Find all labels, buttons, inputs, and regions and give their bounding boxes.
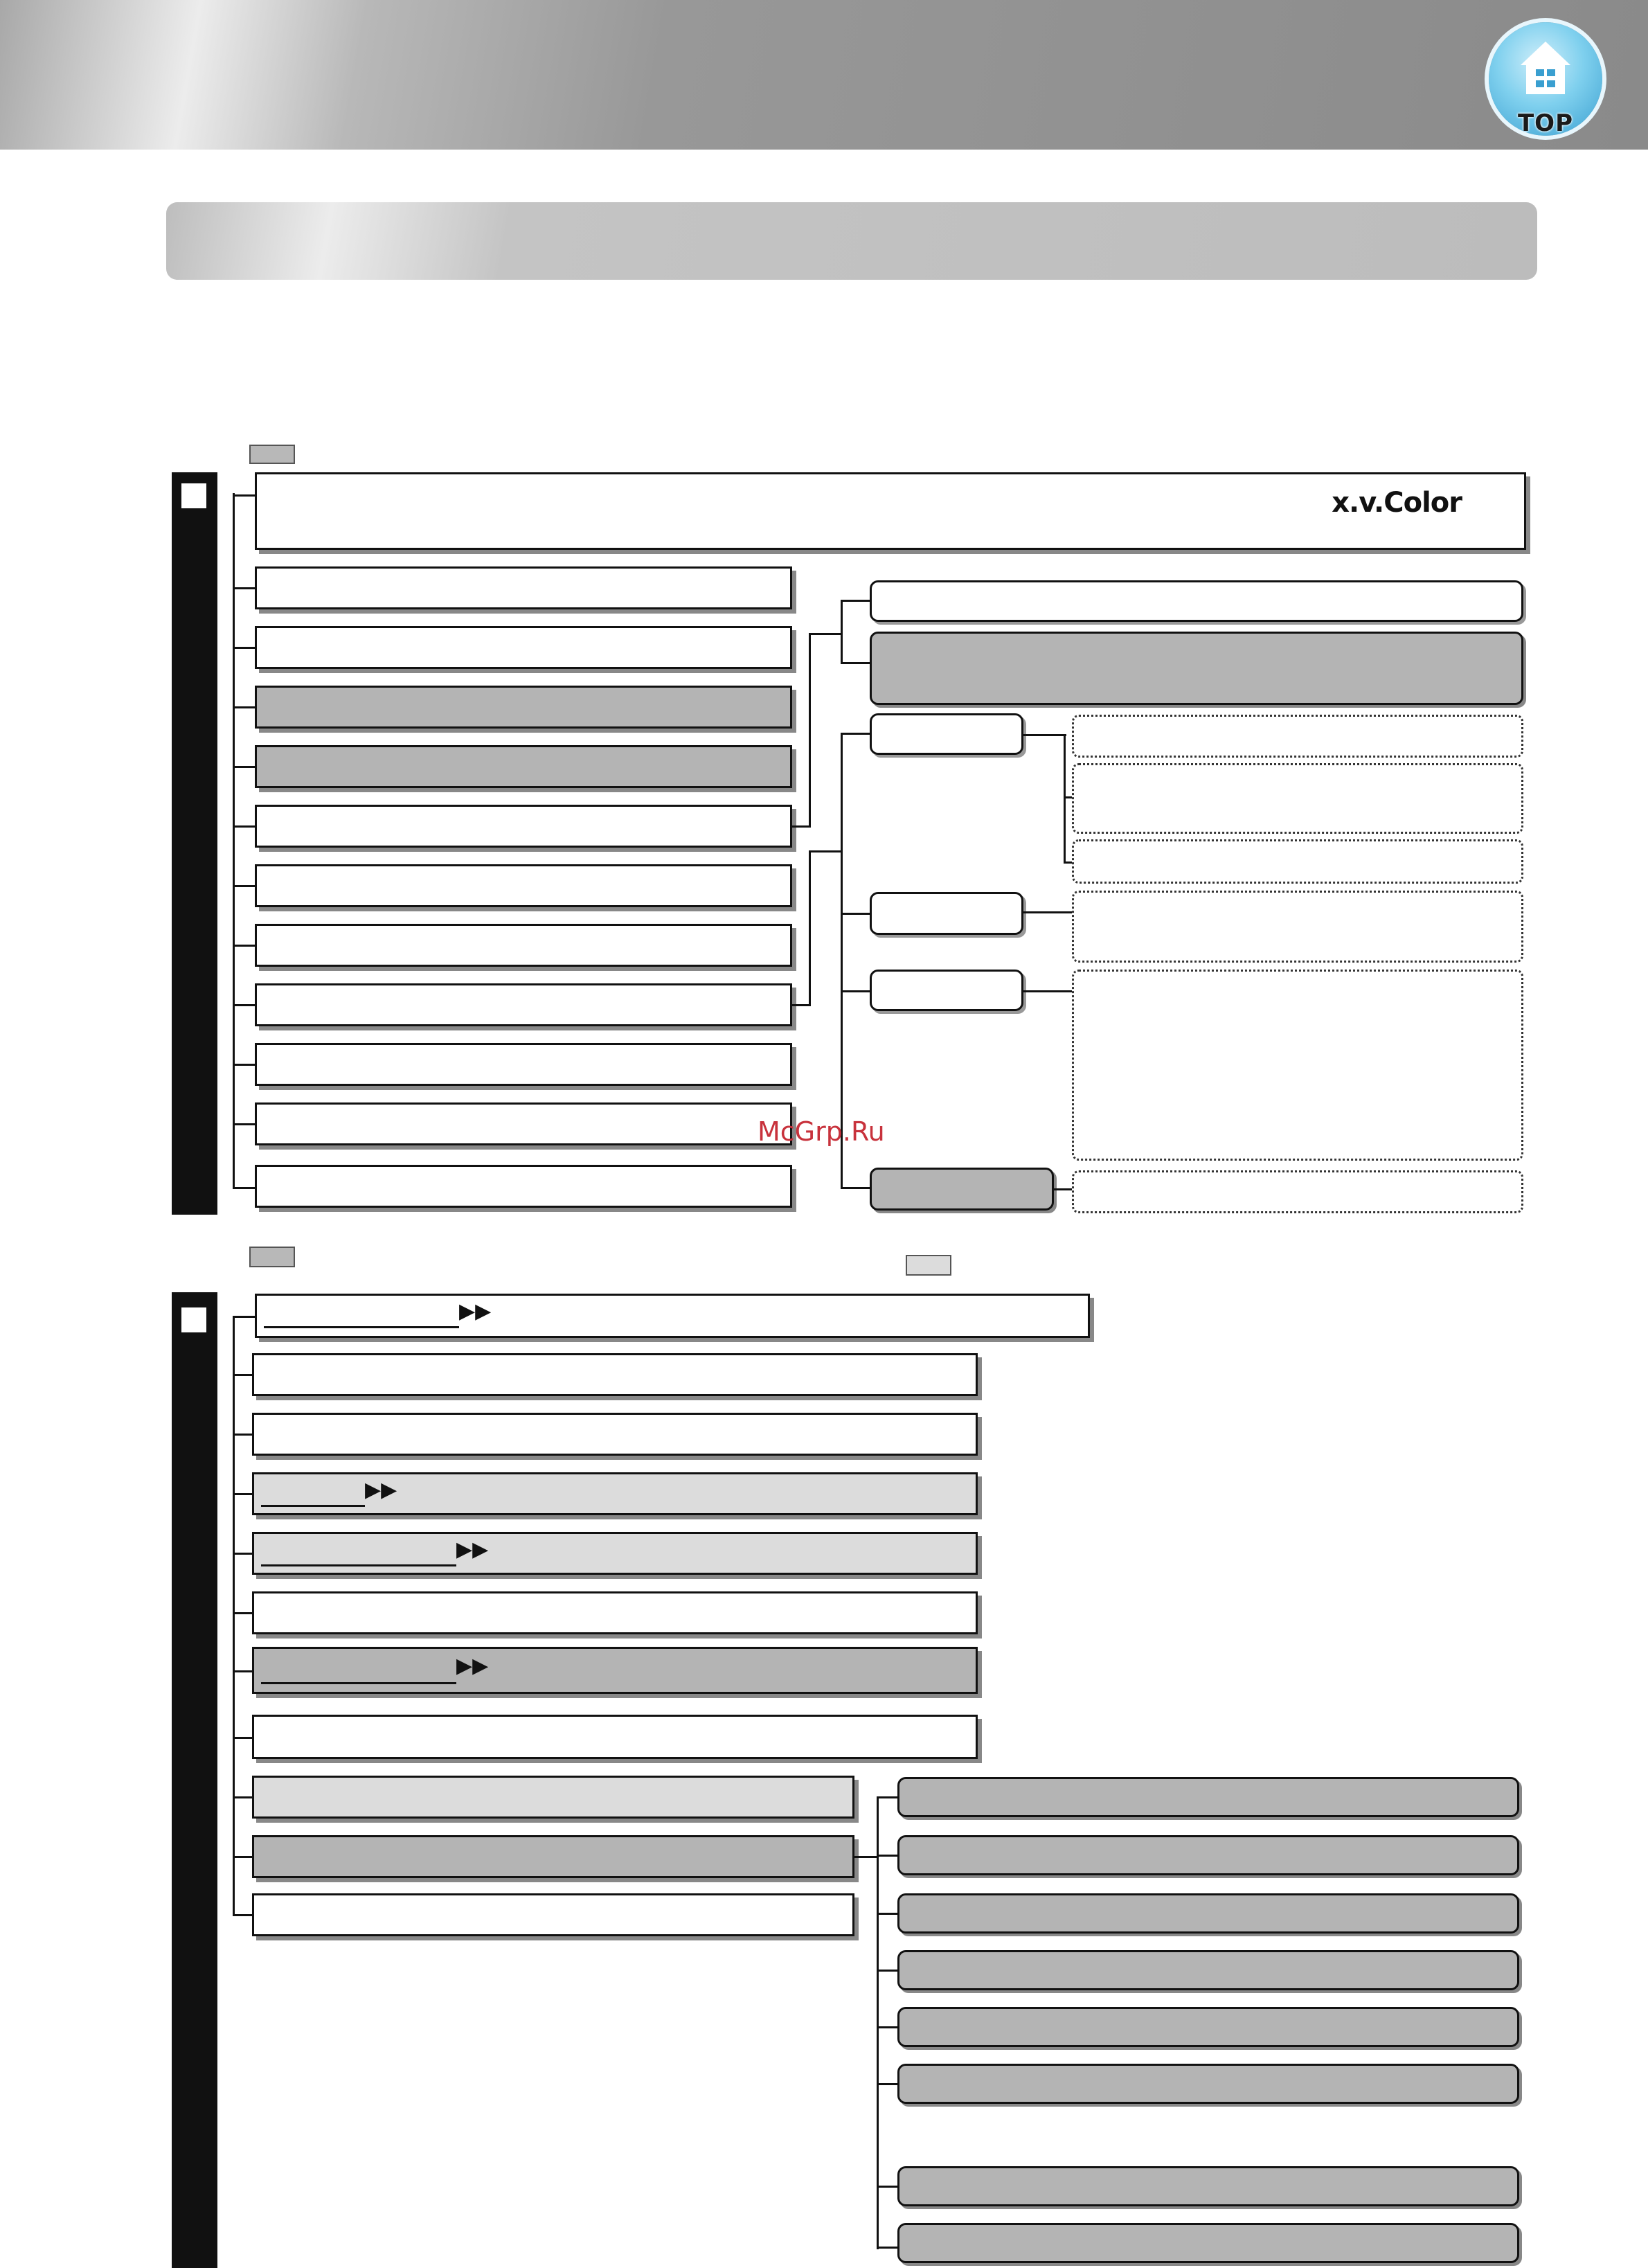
connector-line (792, 825, 810, 828)
tree-branch (233, 1064, 255, 1066)
home-icon-window (1547, 69, 1555, 76)
menu-item-link-highlighted[interactable] (252, 1647, 978, 1694)
connector-line (877, 1796, 897, 1798)
connector-line (809, 850, 842, 852)
link-underline (264, 1326, 459, 1328)
submenu-option[interactable] (897, 1893, 1519, 1934)
connector-line (1023, 911, 1072, 913)
menu-tab-marker (249, 1247, 295, 1267)
submenu-option[interactable] (870, 580, 1523, 622)
menu-item-link[interactable] (252, 1472, 978, 1515)
value-option[interactable] (1072, 839, 1523, 884)
connector-line (877, 2083, 897, 2085)
menu-side-square (181, 483, 206, 508)
submenu-option[interactable] (897, 1777, 1519, 1817)
tree-branch (233, 587, 255, 589)
double-arrow-right-icon: ▶▶ (456, 1654, 489, 1677)
submenu-category[interactable] (870, 713, 1023, 755)
menu-item[interactable] (252, 1893, 854, 1936)
double-arrow-right-icon: ▶▶ (365, 1479, 397, 1501)
menu-item[interactable] (255, 864, 792, 907)
connector-line (809, 850, 811, 1006)
menu-item-highlighted[interactable] (255, 686, 792, 729)
home-icon-body (1526, 64, 1565, 94)
xv-color-label: x.v.Color (1332, 487, 1462, 519)
connector-line (841, 600, 843, 663)
menu-item[interactable] (255, 924, 792, 967)
tree-trunk-line (233, 1316, 235, 1916)
tree-branch (233, 1004, 255, 1006)
menu-item-title-row[interactable] (255, 472, 1526, 550)
menu-item[interactable] (255, 626, 792, 669)
menu-item-highlighted[interactable] (252, 1835, 854, 1878)
connector-line (1023, 734, 1066, 736)
menu-side-square (181, 1307, 206, 1332)
connector-line (841, 662, 871, 664)
section-heading-bar (166, 202, 1537, 280)
tree-branch (233, 706, 255, 708)
home-icon-window (1547, 80, 1555, 87)
connector-line (1054, 1188, 1072, 1190)
tree-branch (233, 494, 255, 497)
connector-line (877, 1855, 897, 1857)
value-option[interactable] (1072, 763, 1523, 834)
connector-line (854, 1856, 878, 1858)
home-icon-window (1536, 69, 1544, 76)
connector-line (792, 1004, 810, 1006)
submenu-option-highlighted[interactable] (870, 632, 1523, 705)
home-icon (1521, 42, 1570, 65)
menu-item[interactable] (255, 1043, 792, 1086)
menu-item-link[interactable] (252, 1532, 978, 1575)
menu-item[interactable] (255, 805, 792, 848)
value-option[interactable] (1072, 1170, 1523, 1213)
top-button[interactable] (1489, 22, 1602, 136)
tree-branch (233, 945, 255, 947)
menu-item[interactable] (255, 983, 792, 1026)
tree-branch (233, 1187, 255, 1189)
page-header-band (0, 0, 1648, 150)
tree-trunk-line (233, 493, 235, 1188)
tree-branch (233, 766, 255, 768)
value-option[interactable] (1072, 715, 1523, 758)
connector-line (841, 913, 871, 915)
menu-item[interactable] (252, 1413, 978, 1456)
menu-item[interactable] (252, 1591, 978, 1634)
top-button-label: TOP (1517, 109, 1573, 137)
menu-side-bar (172, 472, 217, 1215)
connector-line (877, 1913, 897, 1915)
menu-side-bar (172, 1292, 217, 2268)
connector-line (841, 733, 871, 735)
submenu-option[interactable] (897, 2166, 1519, 2206)
link-underline (261, 1682, 456, 1684)
connector-line (1023, 990, 1072, 992)
link-underline (261, 1505, 365, 1507)
menu-tab-marker (249, 445, 295, 464)
double-arrow-right-icon: ▶▶ (456, 1538, 489, 1561)
watermark-text: McGrp.Ru (758, 1116, 885, 1147)
submenu-option[interactable] (897, 2223, 1519, 2263)
value-option[interactable] (1072, 891, 1523, 963)
menu-item[interactable] (252, 1353, 978, 1396)
link-underline (261, 1564, 456, 1566)
submenu-option[interactable] (897, 2064, 1519, 2104)
menu-item-highlighted[interactable] (255, 745, 792, 788)
connector-line (877, 1796, 879, 2249)
submenu-category-highlighted[interactable] (870, 1168, 1054, 1211)
submenu-category[interactable] (870, 970, 1023, 1011)
tree-branch (233, 885, 255, 887)
menu-item[interactable] (255, 1102, 792, 1145)
tree-branch (233, 647, 255, 649)
connector-line (809, 633, 811, 828)
submenu-option[interactable] (897, 1835, 1519, 1875)
connector-line (841, 600, 871, 602)
connector-line (877, 2186, 897, 2188)
value-option[interactable] (1072, 970, 1523, 1161)
connector-line (1064, 734, 1066, 863)
menu-item[interactable] (252, 1715, 978, 1759)
tree-branch (233, 1123, 255, 1125)
home-icon-window (1536, 80, 1544, 87)
double-arrow-right-icon: ▶▶ (459, 1300, 492, 1323)
connector-line (877, 2247, 897, 2249)
submenu-category[interactable] (870, 892, 1023, 935)
submenu-option[interactable] (897, 2007, 1519, 2047)
menu-item[interactable] (255, 566, 792, 609)
menu-item-link[interactable] (255, 1294, 1090, 1338)
legend-marker (906, 1255, 951, 1276)
connector-line (877, 1970, 897, 1972)
menu-item[interactable] (255, 1165, 792, 1208)
submenu-option[interactable] (897, 1950, 1519, 1990)
connector-line (877, 2026, 897, 2028)
tree-branch (233, 1316, 255, 1318)
connector-line (809, 633, 842, 635)
connector-line (841, 990, 871, 992)
menu-item[interactable] (252, 1776, 854, 1819)
tree-branch (233, 825, 255, 828)
connector-line (841, 1187, 871, 1189)
